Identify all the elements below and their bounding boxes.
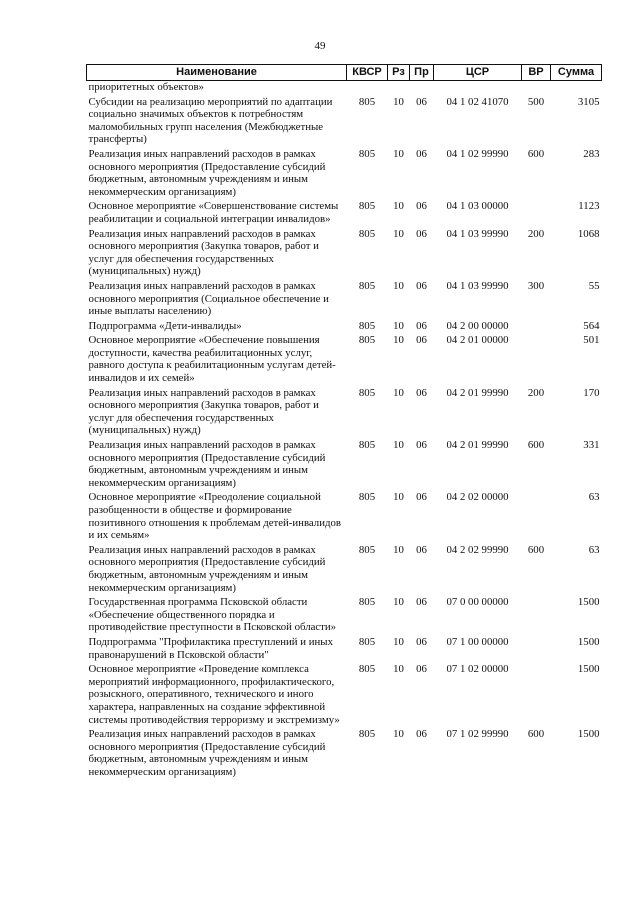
header-pr: Пр xyxy=(410,65,434,81)
row-pr: 06 xyxy=(416,543,427,556)
row-name: Основное мероприятие «Проведение комплекса мероприятий информационного, профилактического, розыскного, оперативного, технического и иного характера, направленных на создание эффективной системы противодействия терроризму и экстремизму» xyxy=(88,663,340,726)
row-pr: 06 xyxy=(416,728,427,741)
row-vr: 500 xyxy=(527,95,545,108)
row-pr: 06 xyxy=(416,491,427,504)
row-pr xyxy=(410,81,434,96)
table-row xyxy=(87,96,602,148)
row-csr: 04 2 00 00000 xyxy=(446,319,509,332)
row-name: Реализация иных направлений расходов в рамках основного мероприятия (Предоставление субсидий бюджетным, автономным учреждениям и иным некоммерческим организациям) xyxy=(88,439,326,489)
row-csr: 07 0 00 00000 xyxy=(446,596,509,609)
row-vr xyxy=(522,663,551,728)
row-name: Основное мероприятие «Преодоление социальной разобщенности в обществе и формирование позитивного отношения к проблемам детей-инвалидов и их семьям» xyxy=(88,491,341,542)
table-row xyxy=(87,728,602,780)
row-sum xyxy=(551,81,602,96)
row-name: Основное мероприятие «Обеспечение повышения доступности, качества реабилитационных услуг, равного доступа к реабилитационным услугам детей-инвалидов и их семей» xyxy=(88,334,336,385)
row-pr: 06 xyxy=(416,386,427,399)
row-name: Реализация иных направлений расходов в рамках основного мероприятия (Закупка товаров, работ и услуг для обеспечения государственных (муниципальных) нужд) xyxy=(88,386,319,437)
row-name: Реализация иных направлений расходов в рамках основного мероприятия (Предоставление субсидий бюджетным, автономным учреждениям и иным некоммерческим организациям) xyxy=(88,543,326,594)
row-kvsr: 805 xyxy=(358,663,376,676)
row-vr xyxy=(522,200,551,227)
row-csr xyxy=(434,81,522,96)
row-csr: 04 1 03 99990 xyxy=(446,279,509,292)
table-row xyxy=(87,491,602,543)
row-kvsr: 805 xyxy=(358,596,376,609)
row-sum: 564 xyxy=(583,319,600,332)
row-vr xyxy=(522,491,551,543)
table-row xyxy=(87,596,602,636)
row-kvsr: 805 xyxy=(358,319,376,332)
row-rz: 10 xyxy=(393,663,404,676)
row-pr: 06 xyxy=(416,596,427,609)
row-sum: 63 xyxy=(588,543,600,556)
row-rz: 10 xyxy=(393,279,404,292)
row-csr: 04 2 01 00000 xyxy=(446,334,509,347)
row-sum: 501 xyxy=(583,334,600,347)
table-header-row xyxy=(87,65,602,81)
row-kvsr: 805 xyxy=(358,491,376,504)
row-csr: 07 1 02 00000 xyxy=(446,663,509,676)
row-rz: 10 xyxy=(393,95,404,108)
row-csr: 04 2 02 99990 xyxy=(446,543,509,556)
row-rz: 10 xyxy=(393,728,404,741)
header-name: Наименование xyxy=(87,65,347,81)
table-row xyxy=(87,636,602,663)
row-vr: 600 xyxy=(527,147,545,160)
row-name: Подпрограмма "Профилактика преступлений и иных правонарушений в Псковской области" xyxy=(88,635,333,661)
header-kvsr: КВСР xyxy=(347,65,388,81)
budget-table xyxy=(86,64,602,780)
row-sum: 1500 xyxy=(577,635,600,648)
row-kvsr: 805 xyxy=(358,728,376,741)
row-pr: 06 xyxy=(416,227,427,240)
row-rz: 10 xyxy=(393,439,404,452)
row-pr: 06 xyxy=(416,319,427,332)
row-name: Реализация иных направлений расходов в рамках основного мероприятия (Предоставление субсидий бюджетным, автономным учреждениям и иным некоммерческим организациям) xyxy=(88,147,326,198)
row-sum: 1123 xyxy=(578,200,600,213)
row-rz: 10 xyxy=(393,596,404,609)
row-rz: 10 xyxy=(393,147,404,160)
row-kvsr: 805 xyxy=(358,200,376,213)
row-csr: 07 1 02 99990 xyxy=(446,728,509,741)
row-sum: 1500 xyxy=(577,663,600,676)
row-rz: 10 xyxy=(393,334,404,347)
row-kvsr: 805 xyxy=(358,95,376,108)
row-sum: 170 xyxy=(583,386,600,399)
row-sum: 55 xyxy=(588,279,600,292)
row-csr: 07 1 00 00000 xyxy=(446,635,509,648)
row-vr: 600 xyxy=(527,439,545,452)
table-row xyxy=(87,148,602,200)
row-csr: 04 1 03 00000 xyxy=(446,200,509,213)
row-rz: 10 xyxy=(393,200,404,213)
row-pr: 06 xyxy=(416,279,427,292)
row-pr: 06 xyxy=(416,334,427,347)
row-pr: 06 xyxy=(416,95,427,108)
row-sum: 3105 xyxy=(577,95,600,108)
row-kvsr: 805 xyxy=(358,439,376,452)
row-sum: 331 xyxy=(583,439,600,452)
row-kvsr: 805 xyxy=(358,635,376,648)
table-row xyxy=(87,228,602,280)
row-rz: 10 xyxy=(393,386,404,399)
row-vr: 600 xyxy=(527,728,545,741)
table-row xyxy=(87,439,602,491)
row-vr: 200 xyxy=(527,386,545,399)
row-vr xyxy=(522,334,551,386)
row-kvsr: 805 xyxy=(358,334,376,347)
header-sum: Сумма xyxy=(551,65,602,81)
header-csr: ЦСР xyxy=(434,65,522,81)
row-name: Государственная программа Псковской области «Обеспечение общественного порядка и противодействие преступности в Псковской области» xyxy=(88,596,337,634)
table-row xyxy=(87,280,602,320)
row-rz: 10 xyxy=(393,227,404,240)
row-name: Основное мероприятие «Совершенствование системы реабилитации и социальной интеграции инвалидов» xyxy=(88,200,339,225)
row-vr xyxy=(522,320,551,335)
row-kvsr: 805 xyxy=(358,386,376,399)
row-name: приоритетных объектов» xyxy=(88,81,204,93)
row-name: Реализация иных направлений расходов в рамках основного мероприятия (Закупка товаров, работ и услуг для обеспечения государственных (муниципальных) нужд) xyxy=(88,227,319,278)
row-sum: 283 xyxy=(583,147,600,160)
row-rz: 10 xyxy=(393,635,404,648)
row-pr: 06 xyxy=(416,200,427,213)
row-name: Реализация иных направлений расходов в рамках основного мероприятия (Социальное обеспечение и иные выплаты населению) xyxy=(88,279,329,318)
row-name: Подпрограмма «Дети-инвалиды» xyxy=(88,319,242,332)
row-pr: 06 xyxy=(416,439,427,452)
row-pr: 06 xyxy=(416,663,427,676)
row-kvsr: 805 xyxy=(358,147,376,160)
table-row xyxy=(87,387,602,439)
row-vr: 300 xyxy=(527,279,545,292)
row-csr: 04 2 01 99990 xyxy=(446,439,509,452)
row-csr: 04 1 02 41070 xyxy=(446,95,509,108)
row-vr: 600 xyxy=(527,543,545,556)
table-row xyxy=(87,200,602,227)
row-rz xyxy=(388,81,410,96)
row-vr xyxy=(522,596,551,636)
row-rz: 10 xyxy=(393,543,404,556)
table-row xyxy=(87,544,602,596)
row-csr: 04 2 01 99990 xyxy=(446,386,509,399)
row-vr xyxy=(522,636,551,663)
table-row xyxy=(87,663,602,728)
row-sum: 63 xyxy=(588,491,600,504)
row-name: Субсидии на реализацию мероприятий по адаптации социально значимых объектов к потребностям маломобильных групп населения (Межбюджетные трансферты) xyxy=(88,95,333,146)
table-row xyxy=(87,81,602,96)
row-kvsr: 805 xyxy=(358,227,376,240)
row-rz: 10 xyxy=(393,491,404,504)
row-vr: 200 xyxy=(527,227,545,240)
row-sum: 1068 xyxy=(577,227,600,240)
row-csr: 04 2 02 00000 xyxy=(446,491,509,504)
row-pr: 06 xyxy=(416,635,427,648)
table-body xyxy=(87,81,602,781)
row-kvsr: 805 xyxy=(358,543,376,556)
table-row xyxy=(87,334,602,386)
row-csr: 04 1 02 99990 xyxy=(446,147,509,160)
row-kvsr xyxy=(347,81,388,96)
row-name: Реализация иных направлений расходов в рамках основного мероприятия (Предоставление субсидий бюджетным, автономным учреждениям и иным некоммерческим организациям) xyxy=(88,728,326,778)
header-vr: ВР xyxy=(522,65,551,81)
page-number: 49 xyxy=(314,40,326,52)
row-csr: 04 1 03 99990 xyxy=(446,227,509,240)
row-sum: 1500 xyxy=(577,728,600,741)
row-vr xyxy=(522,81,551,96)
row-sum: 1500 xyxy=(577,596,600,609)
row-pr: 06 xyxy=(416,147,427,160)
row-rz: 10 xyxy=(393,319,404,332)
table-row xyxy=(87,320,602,335)
row-kvsr: 805 xyxy=(358,279,376,292)
header-rz: Рз xyxy=(388,65,410,81)
